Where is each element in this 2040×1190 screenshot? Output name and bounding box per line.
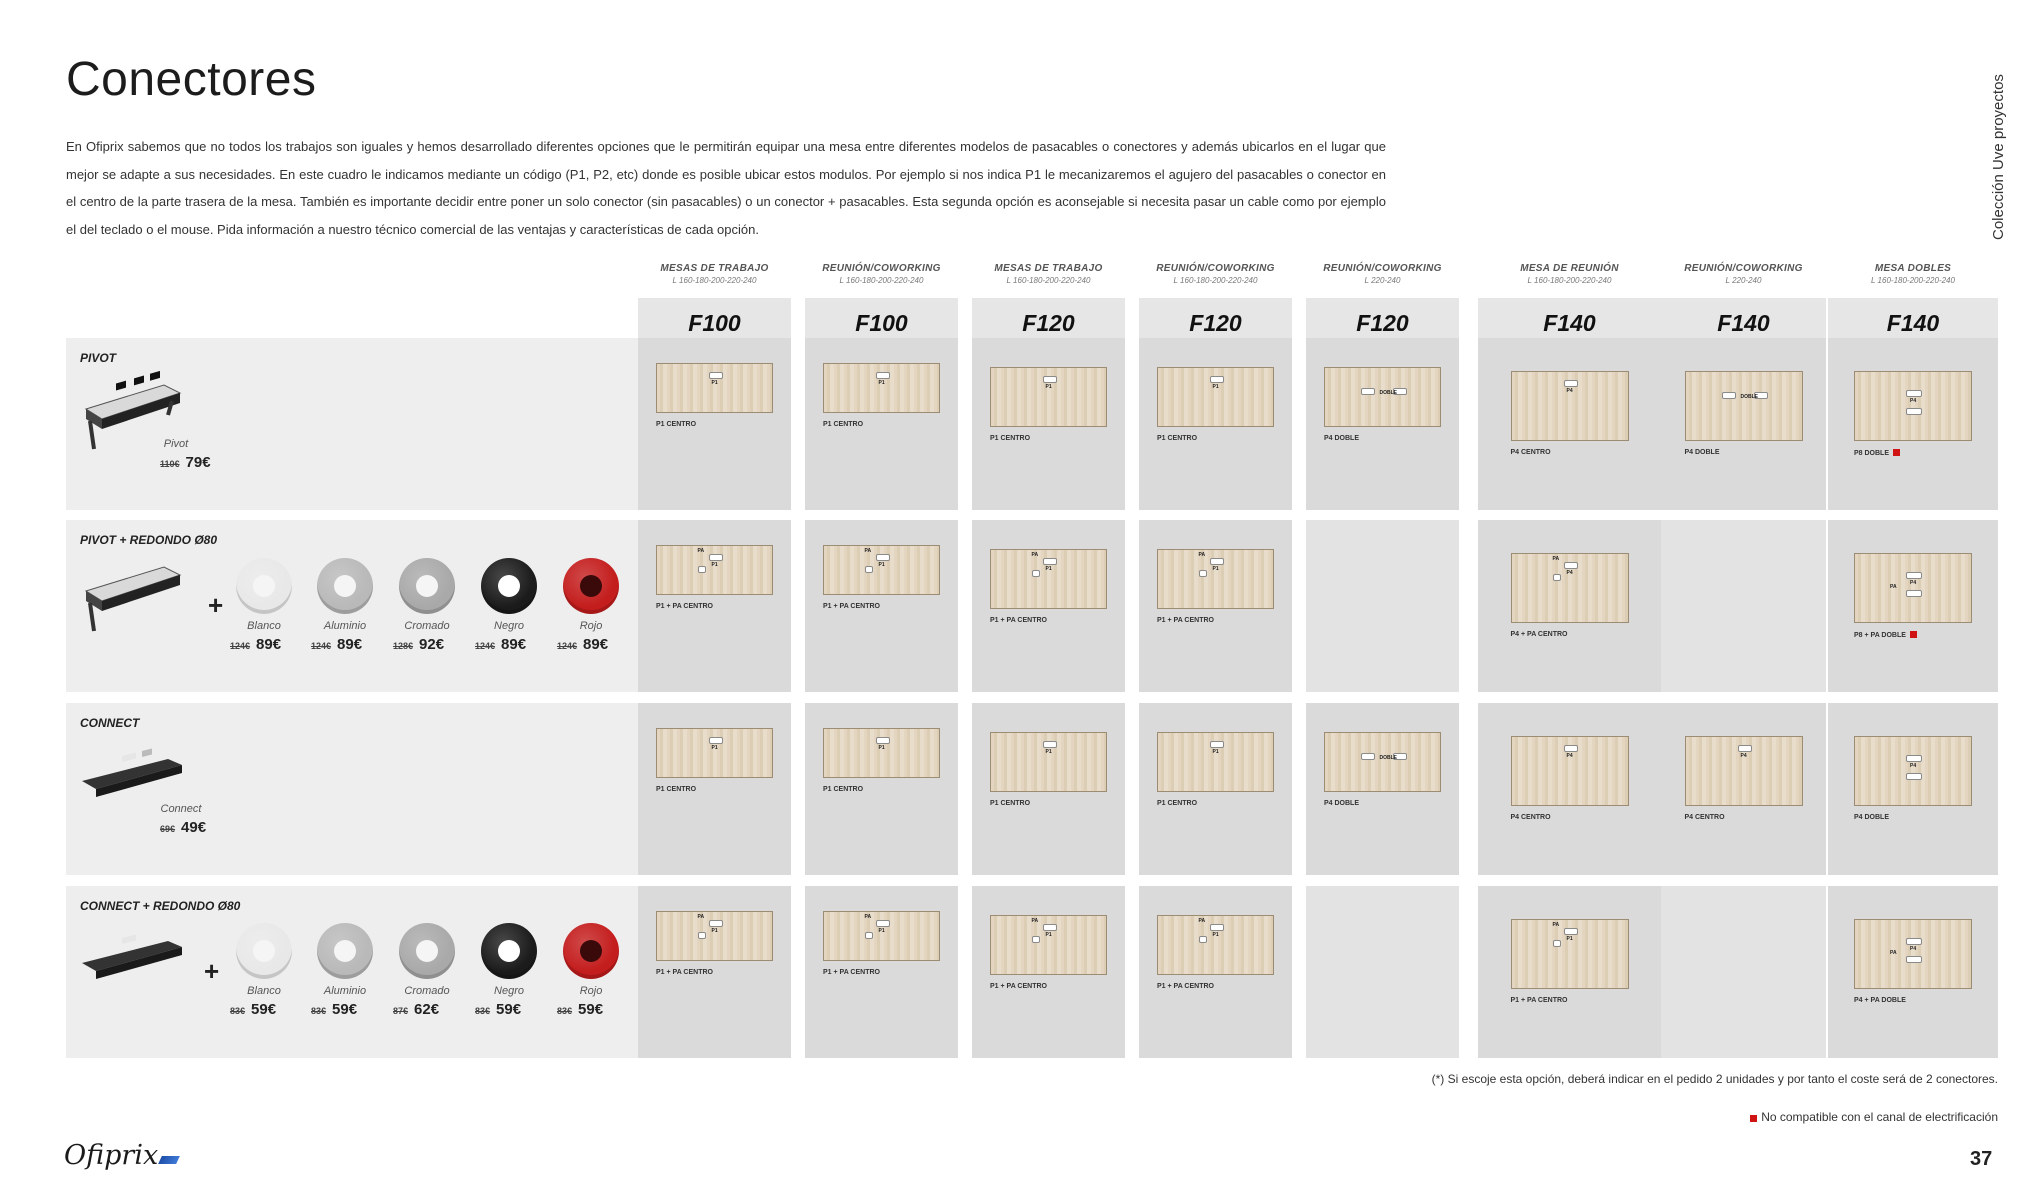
- desk-top-diagram: P1 PA: [823, 911, 940, 961]
- desk-top-diagram: P1: [990, 732, 1107, 792]
- desk-top-diagram: P1 PA: [656, 545, 773, 595]
- connector-position-icon: [1361, 753, 1375, 760]
- model-label: F100: [638, 298, 791, 344]
- product-price: 69€ 49€: [160, 819, 207, 836]
- intro-paragraph: En Ofiprix sabemos que no todos los trabajos son iguales y hemos desarrollado diferentes opciones que le permitirán equipar una mesa entre diferentes modelos de pasacables o conectores y además ubicarlos en el lugar que mejor se adapte a sus necesidades. En este cuadro le indicamos mediante un código (P1, P2, etc) donde es posible ubicar estos modulos. Por ejemplo si nos indica P1 le mecanizaremos el agujero del pasacables o conector en el centro de la parte trasera de la mesa. También es importante decidir entre poner un solo conector (sin pasacables) o un conector + pasacables. Esta segunda opción es aconsejable si necesita pasar un cable como por ejemplo el del teclado o el mouse. Pida información a nuestro técnico comercial de las ventajas y características de cada opción.: [66, 139, 1386, 237]
- connector-position-icon: [1043, 558, 1057, 565]
- placement-code: P4 DOBLE: [1854, 814, 1890, 821]
- connector-position-icon: [1906, 390, 1922, 397]
- connect-connector-image: [78, 923, 188, 993]
- connector-position-icon: [1738, 745, 1752, 752]
- placement-cell: [1306, 520, 1459, 692]
- placement-cell: [1478, 520, 1661, 692]
- connector-position-icon: [1553, 940, 1561, 947]
- desk-top-diagram: P4 PA: [1511, 553, 1629, 623]
- placement-cell: [1139, 520, 1292, 692]
- ring-name: Cromado: [404, 620, 450, 632]
- connector-position-icon: [1043, 376, 1057, 383]
- ring-blanco-image: [236, 558, 292, 614]
- placement-code: P1 + PA CENTRO: [656, 969, 713, 976]
- ring-name: Negro: [494, 985, 524, 997]
- page-title: Conectores: [66, 53, 317, 106]
- column-header: REUNIÓN/COWORKING L 160-180-200-220-240: [822, 263, 941, 285]
- placement-code: P1 + PA CENTRO: [1157, 617, 1214, 624]
- placement-code: P4 CENTRO: [1684, 814, 1725, 821]
- placement-code: P1 + PA CENTRO: [823, 969, 880, 976]
- placement-code: P4 CENTRO: [1510, 449, 1551, 456]
- ring-price: 124€ 89€: [230, 636, 282, 653]
- connector-position-icon: [709, 554, 723, 561]
- connector-position-icon: [1906, 572, 1922, 579]
- placement-code: P1 CENTRO: [1157, 435, 1198, 442]
- row-label: PIVOT + REDONDO Ø80: [80, 533, 218, 547]
- placement-cell: [1661, 703, 1826, 875]
- ring-name: Aluminio: [323, 985, 367, 997]
- column-header: MESAS DE TRABAJO L 160-180-200-220-240: [994, 263, 1103, 285]
- connector-position-icon: [1906, 755, 1922, 762]
- placement-code: P1 + PA CENTRO: [1510, 997, 1568, 1004]
- placement-cell: [972, 520, 1125, 692]
- connector-position-icon: [1906, 590, 1922, 597]
- connector-position-icon: [1722, 392, 1736, 399]
- placement-code: P1 + PA CENTRO: [656, 603, 713, 610]
- model-label: F120: [972, 298, 1125, 344]
- ring-price: 83€ 59€: [557, 1001, 604, 1018]
- legend: No compatible con el canal de electrificación: [1262, 1110, 1998, 1124]
- placement-cell: [1139, 338, 1292, 510]
- placement-cell: [638, 338, 791, 510]
- connector-position-icon: [1210, 376, 1224, 383]
- placement-cell: [1661, 338, 1826, 510]
- placement-code: P1 CENTRO: [1157, 800, 1198, 807]
- placement-cell: [1139, 703, 1292, 875]
- model-label: F140: [1661, 298, 1826, 344]
- placement-code: P1 CENTRO: [656, 421, 697, 428]
- placement-code: P1 CENTRO: [823, 786, 864, 793]
- ring-name: Negro: [494, 620, 524, 632]
- desk-top-diagram: P4: [1854, 371, 1972, 441]
- pivot-connector-image: [76, 553, 186, 623]
- side-label: [1990, 40, 2012, 240]
- column-header: MESAS DE TRABAJO L 160-180-200-220-240: [660, 263, 769, 285]
- placement-cell: [1828, 338, 1998, 510]
- placement-code: P4 DOBLE: [1684, 449, 1720, 456]
- placement-cell: [972, 886, 1125, 1058]
- connector-position-icon: [1199, 570, 1207, 577]
- ring-negro-image: [481, 923, 537, 979]
- ring-blanco-image: [236, 923, 292, 979]
- connector-position-icon: [865, 932, 873, 939]
- column-header: REUNIÓN/COWORKING L 220-240: [1323, 263, 1442, 285]
- placement-cell: [805, 703, 958, 875]
- incompatible-marker-icon: [1750, 1115, 1757, 1122]
- placement-cell: [805, 886, 958, 1058]
- connector-position-icon: [1032, 570, 1040, 577]
- desk-top-diagram: DOBLE: [1685, 371, 1803, 441]
- placement-code: P1 + PA CENTRO: [990, 617, 1047, 624]
- incompatible-marker-icon: [1910, 631, 1917, 638]
- footnote: (*) Si escoje esta opción, deberá indicar en el pedido 2 unidades y por tanto el coste será de 2 conectores.: [1431, 1072, 1998, 1086]
- connector-position-icon: [1043, 924, 1057, 931]
- ring-price: 124€ 89€: [311, 636, 363, 653]
- desk-top-diagram: P1 PA: [656, 911, 773, 961]
- connector-position-icon: [1564, 380, 1578, 387]
- placement-cell: [1306, 338, 1459, 510]
- ring-price: 83€ 59€: [475, 1001, 522, 1018]
- connector-position-icon: [1553, 574, 1561, 581]
- desk-top-diagram: P4 PA: [1854, 553, 1972, 623]
- placement-cell: [1139, 886, 1292, 1058]
- placement-code: P8 DOBLE: [1854, 449, 1900, 457]
- desk-top-diagram: P1: [1157, 367, 1274, 427]
- model-label: F120: [1306, 298, 1459, 344]
- desk-top-diagram: P4: [1854, 736, 1972, 806]
- column-header: MESA DE REUNIÓN L 160-180-200-220-240: [1520, 263, 1619, 285]
- desk-top-diagram: P1 PA: [990, 915, 1107, 975]
- connector-position-icon: [709, 372, 723, 379]
- column-header: REUNIÓN/COWORKING L 220-240: [1684, 263, 1803, 285]
- placement-cell: [638, 703, 791, 875]
- placement-cell: [1828, 520, 1998, 692]
- desk-top-diagram: DOBLE: [1324, 732, 1441, 792]
- logo-mark-icon: [158, 1156, 180, 1164]
- connector-position-icon: [1906, 938, 1922, 945]
- connector-position-icon: [865, 566, 873, 573]
- desk-top-diagram: P1 PA: [1157, 549, 1274, 609]
- connector-position-icon: [1210, 924, 1224, 931]
- connector-position-icon: [698, 932, 706, 939]
- page-number: 37: [1970, 1148, 1993, 1170]
- connector-position-icon: [1210, 741, 1224, 748]
- model-label: F120: [1139, 298, 1292, 344]
- connector-position-icon: [1199, 936, 1207, 943]
- plus-sign: +: [204, 956, 220, 986]
- connector-position-icon: [709, 920, 723, 927]
- desk-top-diagram: P4: [1511, 371, 1629, 441]
- ring-negro-image: [481, 558, 537, 614]
- desk-top-diagram: P1 PA: [823, 545, 940, 595]
- ring-aluminio-image: [317, 923, 373, 979]
- placement-cell: [805, 520, 958, 692]
- desk-top-diagram: DOBLE: [1324, 367, 1441, 427]
- placement-cell: [1661, 520, 1826, 692]
- column-header: MESA DOBLES L 160-180-200-220-240: [1871, 263, 1955, 285]
- placement-code: P1 CENTRO: [656, 786, 697, 793]
- ring-name: Blanco: [247, 620, 281, 632]
- connect-connector-image: [78, 741, 188, 811]
- placement-cell: [1478, 338, 1661, 510]
- placement-cell: [1478, 886, 1661, 1058]
- connector-position-icon: [876, 554, 890, 561]
- connector-position-icon: [1906, 408, 1922, 415]
- row-label: CONNECT: [80, 716, 140, 730]
- placement-cell: [1828, 703, 1998, 875]
- pivot-connector-image: [76, 371, 186, 441]
- ring-cromado-image: [399, 558, 455, 614]
- placement-code: P4 DOBLE: [1324, 435, 1360, 442]
- placement-code: P4 DOBLE: [1324, 800, 1360, 807]
- desk-top-diagram: P4 PA: [1854, 919, 1972, 989]
- desk-top-diagram: P1: [990, 367, 1107, 427]
- connector-position-icon: [1906, 956, 1922, 963]
- placement-code: P1 CENTRO: [823, 421, 864, 428]
- placement-code: P4 + PA DOBLE: [1854, 997, 1906, 1004]
- placement-code: P4 CENTRO: [1510, 814, 1551, 821]
- incompatible-marker-icon: [1893, 449, 1900, 456]
- product-name: Connect: [160, 803, 202, 815]
- placement-code: P1 + PA CENTRO: [1157, 983, 1214, 990]
- row-label: PIVOT: [80, 351, 117, 365]
- ring-cromado-image: [399, 923, 455, 979]
- connector-position-icon: [1043, 741, 1057, 748]
- placement-cell: [805, 338, 958, 510]
- placement-code: P1 CENTRO: [990, 800, 1031, 807]
- desk-top-diagram: P4: [1511, 736, 1629, 806]
- model-label: F140: [1478, 298, 1661, 344]
- desk-top-diagram: P1: [656, 363, 773, 413]
- placement-code: P1 + PA CENTRO: [990, 983, 1047, 990]
- connector-position-icon: [1564, 562, 1578, 569]
- placement-cell: [1306, 703, 1459, 875]
- desk-top-diagram: P1 PA: [990, 549, 1107, 609]
- connector-position-icon: [876, 920, 890, 927]
- desk-top-diagram: P1 PA: [1511, 919, 1629, 989]
- collection-name: Colección Uve proyectos: [1990, 74, 2007, 240]
- product-name: Pivot: [163, 438, 189, 450]
- ring-name: Cromado: [404, 985, 450, 997]
- ring-price: 87€ 62€: [393, 1001, 440, 1018]
- placement-code: P1 CENTRO: [990, 435, 1031, 442]
- plus-sign: +: [208, 590, 224, 620]
- connector-position-icon: [1032, 936, 1040, 943]
- connector-position-icon: [1361, 388, 1375, 395]
- ring-price: 83€ 59€: [311, 1001, 358, 1018]
- placement-code: P1 + PA CENTRO: [823, 603, 880, 610]
- ring-price: 124€ 89€: [557, 636, 609, 653]
- connector-position-icon: [1564, 745, 1578, 752]
- placement-code: P8 + PA DOBLE: [1854, 631, 1917, 639]
- column-header: REUNIÓN/COWORKING L 160-180-200-220-240: [1156, 263, 1275, 285]
- placement-cell: [638, 886, 791, 1058]
- desk-top-diagram: P4: [1685, 736, 1803, 806]
- connector-position-icon: [1564, 928, 1578, 935]
- ring-rojo-image: [563, 558, 619, 614]
- ring-price: 124€ 89€: [475, 636, 527, 653]
- ring-rojo-image: [563, 923, 619, 979]
- ring-name: Rojo: [579, 985, 603, 997]
- ring-name: Rojo: [579, 620, 603, 632]
- placement-cell: [972, 338, 1125, 510]
- connector-position-icon: [698, 566, 706, 573]
- connector-position-icon: [876, 737, 890, 744]
- connector-position-icon: [709, 737, 723, 744]
- placement-cell: [1478, 703, 1661, 875]
- model-label: F100: [805, 298, 958, 344]
- ring-aluminio-image: [317, 558, 373, 614]
- connector-table: [66, 263, 1998, 1055]
- desk-top-diagram: P1: [656, 728, 773, 778]
- connector-position-icon: [876, 372, 890, 379]
- desk-top-diagram: P1: [1157, 732, 1274, 792]
- product-price: 110€ 79€: [160, 454, 211, 471]
- placement-cell: [1661, 886, 1826, 1058]
- connector-position-icon: [1906, 773, 1922, 780]
- ring-name: Aluminio: [323, 620, 367, 632]
- placement-code: P4 + PA CENTRO: [1510, 631, 1568, 638]
- placement-cell: [972, 703, 1125, 875]
- desk-top-diagram: P1: [823, 363, 940, 413]
- desk-top-diagram: P1 PA: [1157, 915, 1274, 975]
- placement-cell: [638, 520, 791, 692]
- ring-price: 128€ 92€: [393, 636, 445, 653]
- placement-cell: [1306, 886, 1459, 1058]
- ofiprix-logo: Ofiprix: [64, 1140, 178, 1171]
- model-label: F140: [1828, 298, 1998, 344]
- placement-cell: [1828, 886, 1998, 1058]
- ring-name: Blanco: [247, 985, 281, 997]
- desk-top-diagram: P1: [823, 728, 940, 778]
- connector-position-icon: [1210, 558, 1224, 565]
- row-label: CONNECT + REDONDO Ø80: [80, 899, 241, 913]
- ring-price: 83€ 59€: [230, 1001, 277, 1018]
